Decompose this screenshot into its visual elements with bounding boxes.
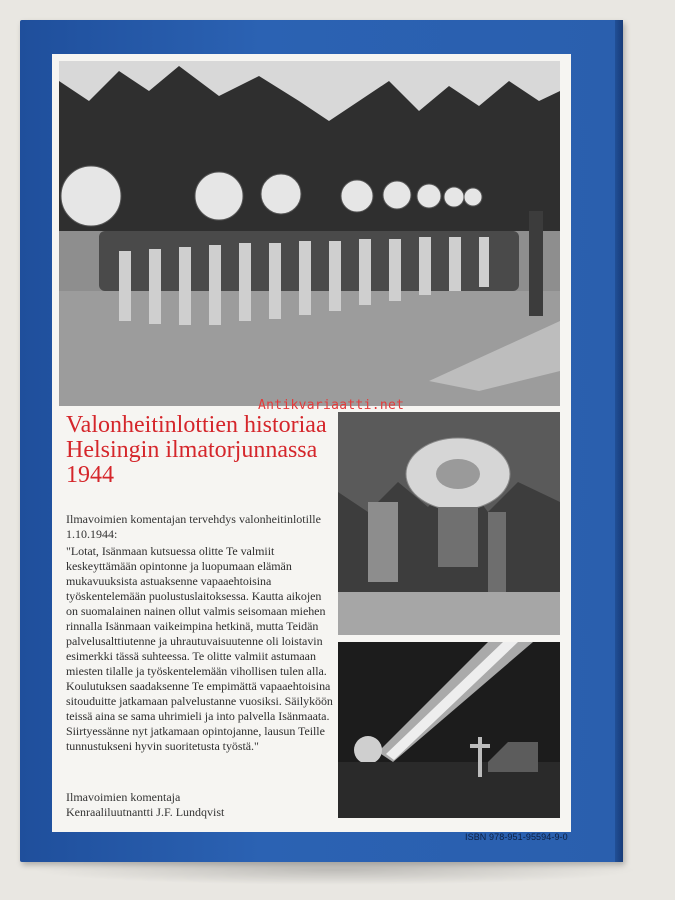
signature-block: [66, 790, 334, 820]
watermark-text: Antikvariaatti.net: [258, 398, 405, 413]
photo-searchlight-crew-art: [338, 412, 560, 635]
book-edge: [615, 20, 623, 862]
intro-text: Ilmavoimien komentajan tervehdys valonheitinlotille 1.10.1944:: [66, 512, 321, 541]
book-title: Valonheitinlottien historiaa Helsingin ilmatorjunnassa 1944: [66, 412, 327, 488]
isbn-label: ISBN 978-951-95594-9-0: [465, 832, 568, 842]
photo-searchlight-lineup: [59, 61, 560, 406]
signature-line-1: Ilmavoimien komentaja: [66, 790, 181, 804]
photo-searchlight-lineup-art: [59, 61, 560, 406]
photo-searchlight-beam: [338, 642, 560, 818]
photo-searchlight-crew: [338, 412, 560, 635]
photo-searchlight-beam-art: [338, 642, 560, 818]
quote-text: "Lotat, Isänmaan kutsuessa olitte Te valmiit keskeyttämään opintonne ja luopumaan elämän mukavuuksista astuaksenne vapaaehtoisina työskentelemään puolustuslaitoksessa. Kautta aikojen on suomalainen nainen ollut valmis seisomaan miehen rinnalla Isänmaan vaikeimpina hetkinä, mutta Teidän palvelusalttiutenne ja uhrautuvaisuutenne oli loistavin esimerkki tässä suhteessa. Te olitte valmiit astumaan miesten tilalle ja työskentelemään vihollisen tulen alla. Koulutuksen saadaksenne Te empimättä vapaaehtoisina sitouduitte jatkamaan palvelustanne vuosiksi. Säilyköön teissä aina se sama uhrimieli ja into palvella Isänmaata. Siirtyessänne nyt jatkamaan opintojanne, lausun Teille tunnustukseni hyvin suoritetusta työstä.": [66, 544, 333, 753]
signature-line-2: Kenraaliluutnantti J.F. Lundqvist: [66, 805, 225, 819]
